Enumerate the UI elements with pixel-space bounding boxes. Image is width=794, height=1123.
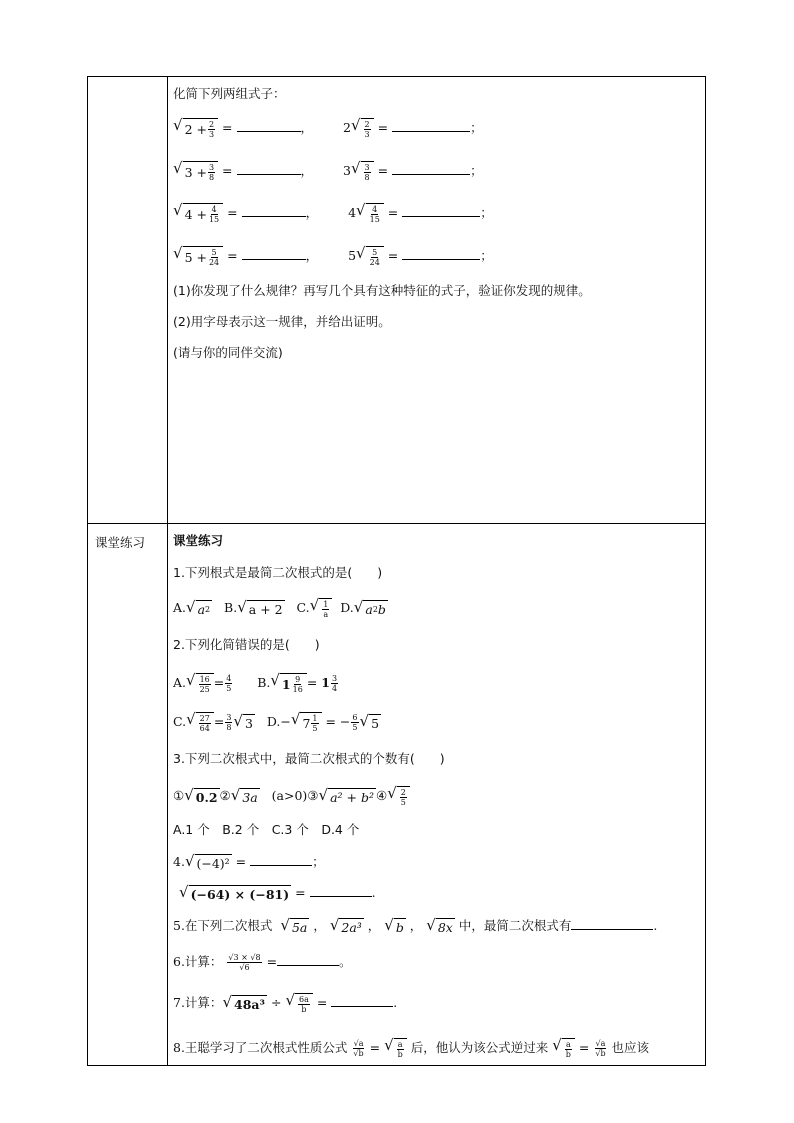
answer-blank[interactable]	[392, 119, 470, 132]
answer-blank[interactable]	[571, 917, 653, 930]
problem-8: 8.王聪学习了二次根式性质公式 $\frac{√a}{√b}$ = √ $\frac{a}{b}$ 后，他认为该公式逆过来 √ $\frac{a}{b}$ = $\frac{√a}{√b}$ 也应该	[173, 1036, 650, 1059]
problem-2-options-ab: A. √ $\frac{16}{25}$ = $\frac{4}{5}$ B. √ 1 $\frac{9}{16}$ = 1 $\frac{3}{4}$	[173, 671, 338, 694]
problem-4: 4. √ (−4)² = ；	[173, 851, 325, 871]
problem-1: 1.下列根式是最简二次根式的是( )	[173, 565, 383, 580]
problem-7: 7.计算： √ 48a³ ÷ √ $\frac{6a}{b}$ = .	[173, 991, 398, 1014]
answer-blank[interactable]	[402, 247, 480, 260]
answer-blank[interactable]	[310, 884, 372, 897]
problem-3-items: ① √ 0.2 ② √ 3a (a>0)③ √ a² + b² ④ √ $\frac{2}{5}$	[173, 786, 410, 807]
problem-2: 2.下列化简错误的是( )	[173, 637, 320, 652]
radical: √ 2 + $\frac{2}{3}$	[173, 118, 218, 139]
problem-1-options: A. √ a 2 B. √ a + 2 C. √ $\frac{1}{a}$ D. √ a 2 b	[173, 596, 386, 619]
section-label: 课堂练习	[95, 535, 146, 550]
section-title: 课堂练习	[173, 533, 224, 548]
question-2: (2)用字母表示这一规律，并给出证明。	[173, 314, 391, 329]
column-divider	[167, 76, 168, 1066]
answer-blank[interactable]	[242, 204, 306, 217]
answer-blank[interactable]	[402, 204, 480, 217]
problem-2-options-cd: C. √ $\frac{27}{64}$ = $\frac{3}{8}$ √ 3 D.− √ 7 $\frac{1}{5}$ = − $\frac{6}{5}$ √ 5	[173, 710, 380, 733]
question-1: (1)你发现了什么规律？再写几个具有这种特征的式子，验证你发现的规律。	[173, 283, 591, 298]
answer-blank[interactable]	[237, 162, 301, 175]
answer-blank[interactable]	[331, 994, 393, 1007]
part1-row4: √ 5 + $\frac{5}{24}$ = ， 5 √ $\frac{5}{24}$ = ；	[173, 244, 493, 267]
answer-blank[interactable]	[277, 953, 339, 966]
problem-6: 6.计算： $\frac{√3 \times √8}{√6}$ = 。	[173, 953, 352, 972]
answer-blank[interactable]	[242, 247, 306, 260]
problem-4b: √ (−64) × (−81) = .	[179, 882, 376, 902]
problem-3-options: A.1 个 B.2 个 C.3 个 D.4 个	[173, 822, 360, 837]
answer-blank[interactable]	[250, 853, 312, 866]
answer-blank[interactable]	[392, 162, 470, 175]
row-divider	[87, 523, 706, 524]
problem-3: 3.下列二次根式中，最简二次根式的个数有( )	[173, 751, 445, 766]
question-3: (请与你的同伴交流)	[173, 345, 283, 360]
part1-intro: 化简下列两组式子：	[173, 86, 286, 101]
problem-5: 5.在下列二次根式 √ 5a ， √ 2a³ ， √ b ， √ 8x 中，最简二次根式有 .	[173, 915, 658, 935]
part1-row2: √ 3 + $\frac{3}{8}$ = ， 3 √ $\frac{3}{8}$ = ；	[173, 159, 483, 182]
part1-row1: √ 2 + $\frac{2}{3}$ = ， 2 √ $\frac{2}{3}$ = ；	[173, 116, 483, 139]
answer-blank[interactable]	[237, 119, 301, 132]
part1-row3: √ 4 + $\frac{4}{15}$ = ， 4 √ $\frac{4}{15}$ = ；	[173, 201, 493, 224]
